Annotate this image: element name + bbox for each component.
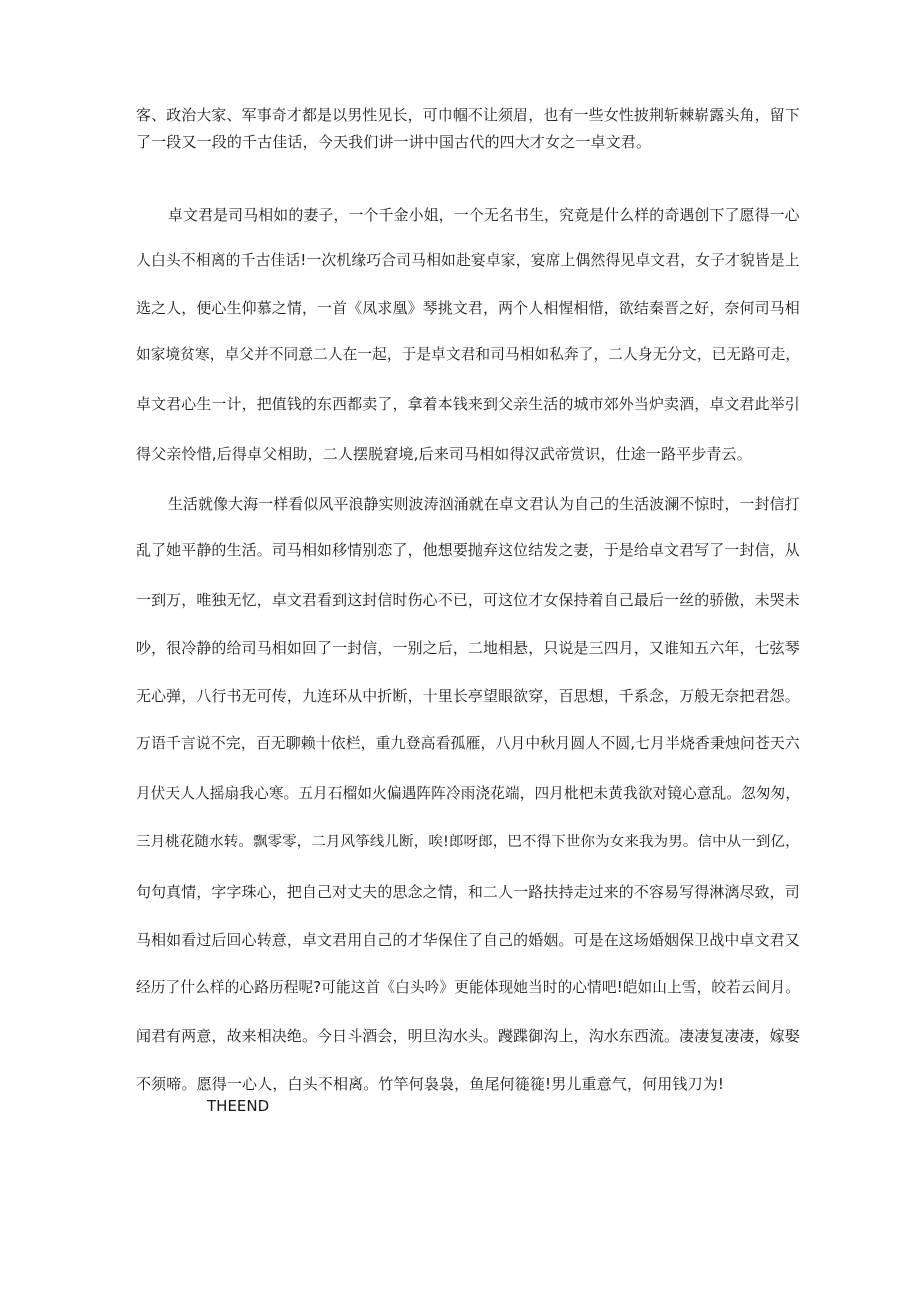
paragraph-1-line: 如家境贫寒，卓父并不同意二人在一起，于是卓文君和司马相如私奔了，二人身无分文，已无路可走，	[136, 346, 801, 363]
paragraph-2-line: 无心弹，八行书无可传，九连环从中折断，十里长亭望眼欲穿，百思想，千系念，万般无奈把君怨。	[136, 687, 800, 705]
intro-line: 客、政治大家、军事奇才都是以男性见长，可巾帼不让须眉，也有一些女性披荆斩棘崭露头角，留下	[136, 106, 800, 124]
paragraph-2-line: 生活就像大海一样看似风平浪静实则波涛汹涌就在卓文君认为自己的生活波澜不惊时，一封信打	[168, 495, 800, 513]
paragraph-2-line: 马相如看过后回心转意，卓文君用自己的才华保住了自己的婚姻。可是在这场婚姻保卫战中卓文君又	[136, 931, 800, 949]
paragraph-2-line: 吵，很冷静的给司马相如回了一封信，一别之后，二地相悬，只说是三四月，又谁知五六年，七弦琴	[136, 639, 800, 657]
paragraph-2-line: 乱了她平静的生活。司马相如移情别恋了，他想要抛弃这位结发之妻，于是给卓文君写了一封信，从	[136, 541, 800, 559]
paragraph-2-line: 经历了什么样的心路历程呢?可能这首《白头吟》更能体现她当时的心情吧!皑如山上雪，皎若云间月。	[136, 979, 801, 996]
paragraph-2-line: 句句真情，字字珠心，把自己对丈夫的思念之情，和二人一路扶持走过来的不容易写得淋漓尽致，司	[136, 883, 800, 901]
paragraph-1-line: 得父亲怜惜,后得卓父相助，二人摆脱窘境,后来司马相如得汉武帝赏识，仕途一路平步青云。	[136, 445, 752, 463]
paragraph-2-line: 三月桃花随水转。飘零零，二月风筝线儿断，唉!郎呀郎，巴不得下世你为女来我为男。信中从一到亿，	[136, 834, 800, 850]
paragraph-2-line: 闻君有两意，故来相决绝。今日斗酒会，明旦沟水头。躞蹀御沟上，沟水东西流。凄凄复凄凄，嫁娶	[136, 1027, 800, 1045]
paragraph-2-line: 不须啼。愿得一心人，白头不相离。竹竿何袅袅，鱼尾何簁簁!男儿重意气，何用钱刀为!	[136, 1075, 725, 1093]
paragraph-1-line: 人白头不相离的千古佳话!一次机缘巧合司马相如赴宴卓家，宴席上偶然得见卓文君，女子才貌皆是上	[136, 252, 800, 269]
paragraph-1-line: 卓文君心生一计，把值钱的东西都卖了，拿着本钱来到父亲生活的城市郊外当炉卖酒，卓文君此举引	[136, 395, 800, 413]
paragraph-1-line: 卓文君是司马相如的妻子，一个千金小姐，一个无名书生，究竟是什么样的奇遇创下了愿得一心	[168, 206, 800, 224]
paragraph-1-line: 选之人，便心生仰慕之情，一首《凤求凰》琴挑文君，两个人相惺相惜，欲结秦晋之好，奈何司马相	[136, 299, 800, 317]
paragraph-2-line: 一到万，唯独无忆，卓文君看到这封信时伤心不已，可这位才女保持着自己最后一丝的骄傲，未哭未	[136, 591, 800, 609]
paragraph-2-line: 万语千言说不完，百无聊赖十依栏，重九登高看孤雁，八月中秋月圆人不圆,七月半烧香秉烛问苍天六	[136, 735, 800, 752]
the-end-label: THEEND	[207, 1097, 270, 1115]
paragraph-2-line: 月伏天人人摇扇我心寒。五月石榴如火偏遇阵阵冷雨浇花端，四月枇杷未黄我欲对镜心意乱。忽匆匆，	[136, 785, 801, 802]
intro-line: 了一段又一段的千古佳话，今天我们讲一讲中国古代的四大才女之一卓文君。	[136, 133, 652, 151]
